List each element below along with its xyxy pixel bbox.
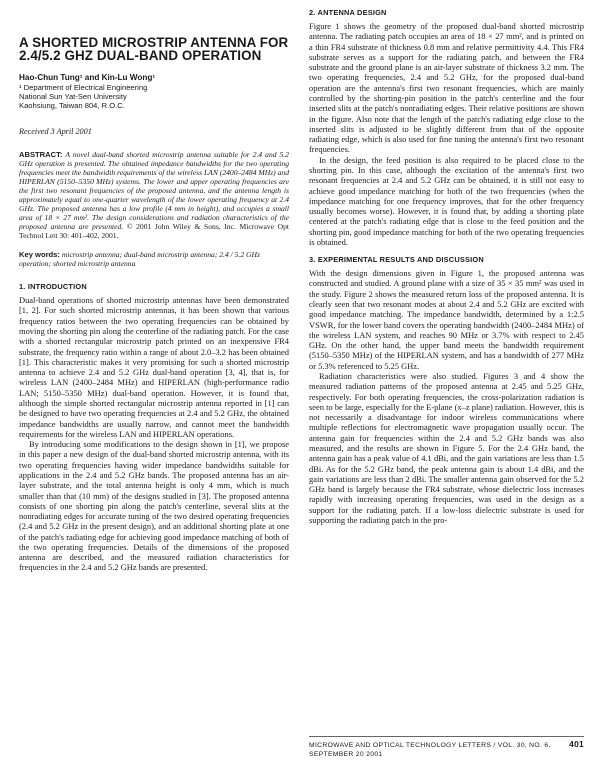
page-footer (309, 741, 584, 759)
footer-rule (309, 736, 584, 737)
keywords-text: microstrip antenna; dual-band microstrip antenna; 2.4 / 5.2 GHz operation; shorted microstrip antenna (19, 250, 260, 269)
section-heading-introduction: 1. INTRODUCTION (19, 282, 87, 292)
design-paragraph-2: In the design, the feed position is also required to be placed close to the shorting pin. In this case, although the excitation of the antenna's first two resonant frequencies at 2.4 and 5.2 GHz can be obtained, it is still not easy to achieve good impedance matching for both of the two frequencies (when the impedance matching for one frequency improves, that for the other frequency usually becomes worse). However, it is found that, by adding a shorting plate centered at the patch's radiating edge that is close to the feed position and the shorting pin, good impedance matching for both of the two operating frequencies is obtained. (309, 154, 584, 247)
intro-paragraph-2: By introducing some modifications to the design shown in [1], we propose in this paper a new design of the dual-band shorted microstrip antenna, with its two operating frequencies having wider impedance bandwidths suitable for applications in the 2.4 and 5.2 GHz bands. The proposed antenna has an air-layer substrate, and the total antenna height is only 4 mm, which is much smaller than that (10 mm) of the designs studied in [3]. The proposed antenna consists of one shorting pin along the patch's centerline, several slits at the nonradiating edges for accurate tuning of the two desired operating frequencies (2.4 and 5.2 GHz in the present design), and an additional shorting plate at one of the patch's radiating edge for achieving good impedance matching of both of the two operating frequencies. Details of the dimensions of the proposed antenna are described, and the measured radiation characteristics for frequencies in the 2.4 and 5.2 GHz bands are presented. (19, 439, 289, 573)
journal-citation: MICROWAVE AND OPTICAL TECHNOLOGY LETTERS / VOL. 30, NO. 6, SEPTEMBER 20 2001 (309, 742, 551, 758)
left-column (19, 36, 289, 573)
page-number: 401 (569, 739, 584, 749)
paper-title: A SHORTED MICROSTRIP ANTENNA FOR 2.4/5.2 GHZ DUAL-BAND OPERATION (19, 35, 289, 63)
results-paragraph-1: With the design dimensions given in Figure 1, the proposed antenna was constructed and studied. A ground plane with a size of 35 × 35 mm² was used in the study. Figure 2 shows the measured return loss of the proposed antenna. It is clearly seen that two resonant modes at about 2.4 and 5.2 GHz are excited with good impedance matching. The impedance bandwidth, determined by a 1:2.5 VSWR, for the lower band covers the operating bandwidth (2400–2484 MHz) of the wireless LAN system, and reaches 90 MHz or 3.7% with respect to 2.45 GHz. On the other hand, the upper band meets the bandwidth requirement (5150–5350 MHz) of the HIPERLAN system, and has a bandwidth of 277 MHz or 5.3% referenced to 5.25 GHz. (309, 268, 584, 371)
right-column (309, 8, 584, 525)
abstract-text: A novel dual-band shorted microstrip antenna suitable for 2.4 and 5.2 GHz operation is presented. The obtained impedance bandwidths for the two operating frequencies meet the bandwidth requirements of the wireless LAN (2400–2484 MHz) and HIPERLAN (5150–5350 MHz) systems. The lower and upper operating frequencies are the first two resonant frequencies of the proposed antenna, and the antenna length is approximately equal to one-quarter wavelength of the lower operating frequency at 2.4 GHz. The proposed antenna has a low profile (4 mm in height), and occupies a small area of 18 × 27 mm². The design considerations and radiation characteristics of the proposed antenna are presented. (19, 149, 289, 231)
keywords-label: Key words: (19, 250, 60, 260)
keywords (19, 250, 289, 268)
intro-paragraph-1: Dual-band operations of shorted microstrip antennas have been demonstrated [1, 2]. For such shorted microstrip antennas, it has been shown that various frequency ratios between the two operating frequencies can be obtained by moving the shorting pin along the centerline of the radiating patch. For the case with a shorted rectangular microstrip patch printed on an inexpensive FR4 substrate, the frequency ratio within a range of about 2.0–3.2 has been obtained [1]. This characteristic makes it very promising for such a shorted microstrip antenna to achieve 2.4 and 5.2 GHz dual-band operation [3, 4], that is, for wireless LAN (2400–2484 MHz) and HIPERLAN (high-performance radio LAN; 5150–5350 MHz) dual-band operation. However, it is found that, although the simple shorted rectangular microstrip antenna reported in [1] can be designed to have two operating frequencies at 2.4 and 5.2 GHz, the obtained impedance bandwidths are usually narrow, and cannot meet the bandwidth requirements for the wireless LAN and HIPERLAN operations. (19, 295, 289, 439)
affiliation-line: ¹ Department of Electrical Engineering (19, 83, 148, 92)
results-paragraph-2: Radiation characteristics were also studied. Figures 3 and 4 show the measured radiation patterns of the proposed antenna at 2.45 and 5.25 GHz, respectively. For both operating frequencies, the cross-polarization radiation is seen to be large, especially for the E-plane (x–z plane) radiation. However, this is not necessarily a disadvantage for indoor wireless communications where multiple reflections for electromagnetic wave propagation usually occur. The antenna gain for frequencies within the 2.4 and 5.2 GHz bands was also measured, and the results are shown in Figure 5. For the 2.4 GHz band, the antenna gain has a peak value of 4.1 dBi, and the gain variations are less than 1.5 dBi. As for the 5.2 GHz band, the peak antenna gain is about 1.4 dBi, and the gain variations are less than 2 dBi. The smaller antenna gain observed for the 5.2 GHz band is largely because the FR4 substrate, whose dielectric loss increases rapidly with increasing operating frequencies, was used in the design as a support for the radiating patch. If a low-loss dielectric substrate is used for supporting the radiating patch in the pro- (309, 371, 584, 525)
abstract (19, 150, 289, 240)
section-heading-results: 3. EXPERIMENTAL RESULTS AND DISCUSSION (309, 255, 484, 265)
affiliation-line: Kaohsiung, Taiwan 804, R.O.C. (19, 101, 125, 111)
section-heading-antenna-design: 2. ANTENNA DESIGN (309, 8, 387, 17)
abstract-label: ABSTRACT: (19, 149, 63, 159)
design-paragraph-1: Figure 1 shows the geometry of the proposed dual-band shorted microstrip antenna. The radiating patch occupies an area of 18 × 27 mm², and is printed on a thin FR4 substrate of thickness 0.8 mm and relative permittivity 4.4. This FR4 substrate serves as a support for the radiating patch, and between the FR4 substrate and the ground plane is an air-layer substrate of thickness 3.2 mm. The two operating frequencies, 2.4 and 5.2 GHz, for the proposed dual-band operation are the antenna's first two resonant frequencies, which are mainly controlled by the shorting-pin position in the patch's centerline and the four inserted slits at the patch's nonradiating edges. Their relative positions are shown in the figure. Also note that the length of the patch's radiating edge close to the inserted slits is adjusted to be slightly different from that of the opposite radiating edge, which is also used for fine tuning the antenna's first two resonant frequencies. (309, 21, 584, 155)
section-gap (309, 247, 584, 255)
affiliation-line: National Sun Yat-Sen University (19, 92, 127, 102)
abstract-copyright: © 2001 John Wiley & Sons, Inc. Microwave Opt Technol Lett 30: 401–402, 2001. (19, 221, 290, 241)
received-date: Received 3 April 2001 (19, 126, 92, 136)
authors: Hao-Chun Tung¹ and Kin-Lu Wong¹ (19, 73, 156, 82)
